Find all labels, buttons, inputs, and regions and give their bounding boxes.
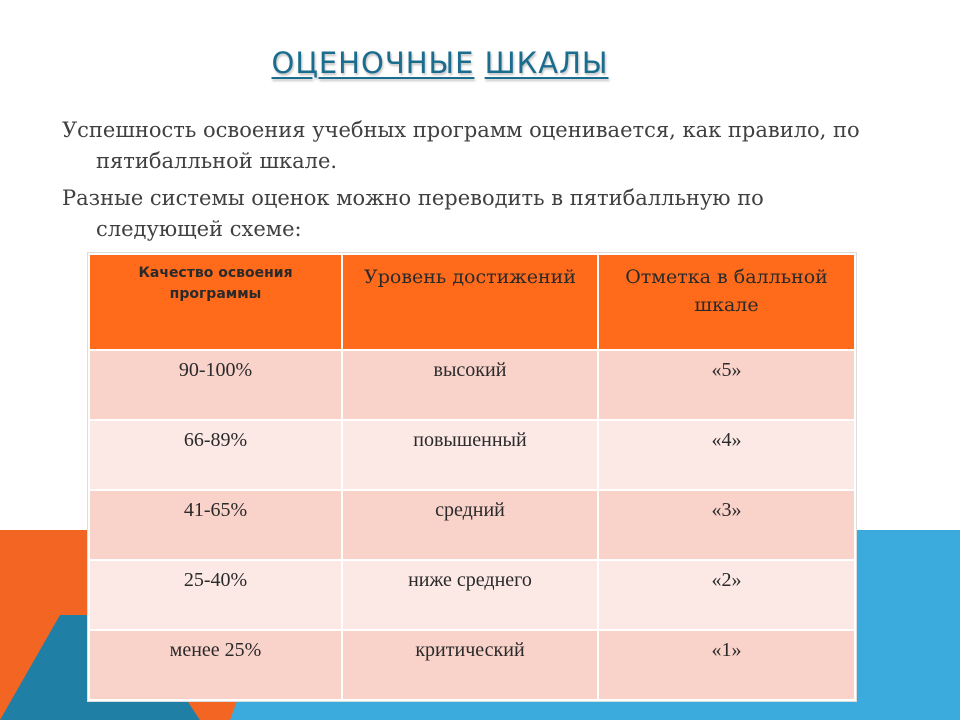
header-mark: Отметка в балльной шкале bbox=[598, 254, 855, 350]
cell-mark: «2» bbox=[598, 560, 855, 630]
table-row bbox=[89, 490, 855, 560]
header-level: Уровень достижений bbox=[342, 254, 598, 350]
cell-percent: менее 25% bbox=[89, 630, 342, 700]
cell-mark: «5» bbox=[598, 350, 855, 420]
cell-mark: «3» bbox=[598, 490, 855, 560]
cell-percent: 25-40% bbox=[89, 560, 342, 630]
grading-scale-table bbox=[88, 253, 856, 701]
cell-percent: 90-100% bbox=[89, 350, 342, 420]
cell-percent: 41-65% bbox=[89, 490, 342, 560]
cell-level: ниже среднего bbox=[342, 560, 598, 630]
table-row bbox=[89, 350, 855, 420]
cell-level: повышенный bbox=[342, 420, 598, 490]
cell-percent: 66-89% bbox=[89, 420, 342, 490]
table-row bbox=[89, 630, 855, 700]
cell-mark: «1» bbox=[598, 630, 855, 700]
table-header-row bbox=[89, 254, 855, 350]
table-row bbox=[89, 420, 855, 490]
cell-level: высокий bbox=[342, 350, 598, 420]
title-word-2: ШКАЛЫ bbox=[484, 46, 609, 80]
slide-title bbox=[0, 46, 880, 80]
paragraph-intro: Успешность освоения учебных программ оценивается, как правило, по пятибалльной шкале. bbox=[62, 118, 860, 173]
title-word-1: ОЦЕНОЧНЫЕ bbox=[271, 46, 475, 80]
cell-level: средний bbox=[342, 490, 598, 560]
table-row bbox=[89, 560, 855, 630]
header-quality: Качество освоения программы bbox=[89, 254, 342, 350]
cell-mark: «4» bbox=[598, 420, 855, 490]
cell-level: критический bbox=[342, 630, 598, 700]
paragraph-scheme: Разные системы оценок можно переводить в пятибалльную по следующей схеме: bbox=[62, 186, 764, 241]
